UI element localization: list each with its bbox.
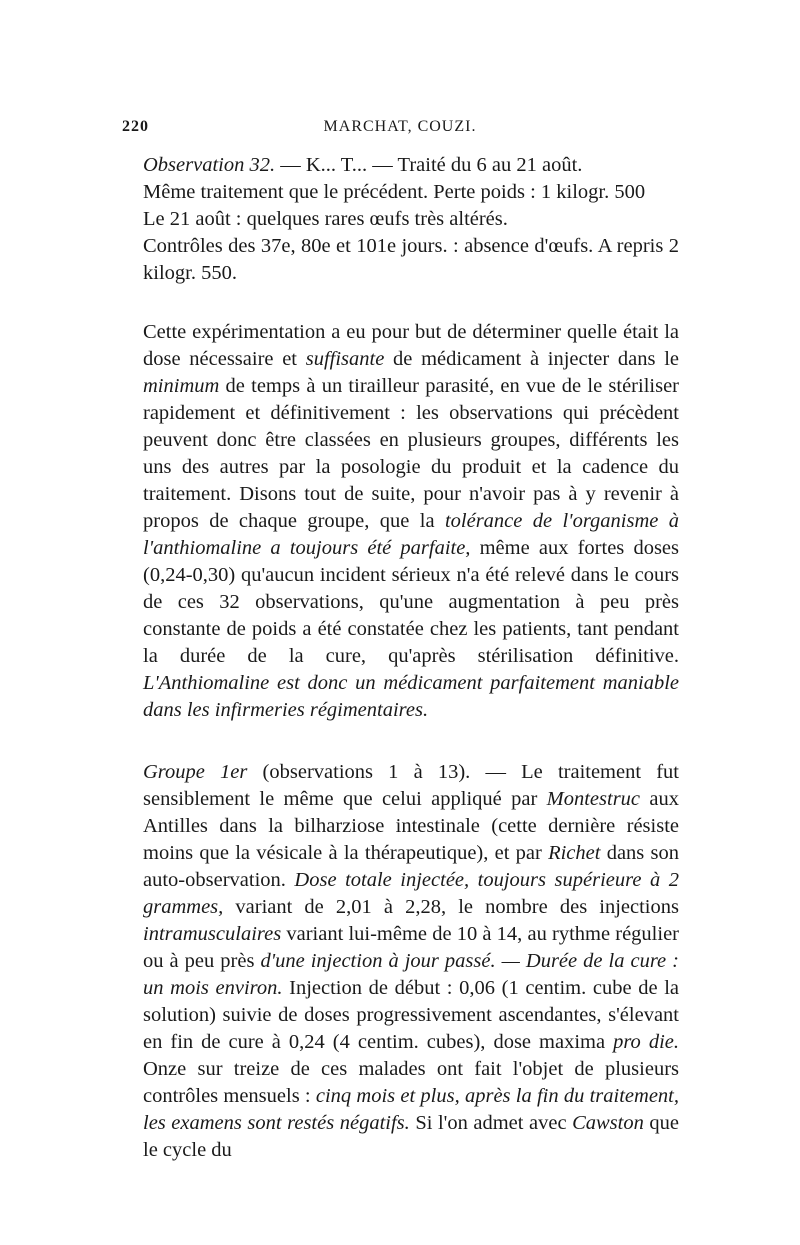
paragraph-groupe-1 <box>143 759 679 1164</box>
italic-run: cinq mois et plus, après la fin du traitement, les examens sont restés négatifs. <box>143 1085 679 1134</box>
page-number: 220 <box>122 118 149 135</box>
observation-line: Le 21 août : quelques rares œufs très altérés. <box>143 208 508 230</box>
observation-line: Même traitement que le précédent. Perte poids : 1 kilogr. 500 <box>143 181 646 203</box>
text-run: dans son auto-observation. <box>143 842 679 891</box>
text-run: variant lui-même de 10 à 14, au rythme régulier ou à peu près <box>143 923 679 972</box>
observation-title: Observation 32. <box>143 154 276 176</box>
text-run: (observations 1 à 13). — Le traitement fut sensiblement le même que celui appliqué par <box>143 761 679 810</box>
italic-run: minimum <box>143 375 220 397</box>
observation-heading-line <box>143 152 679 179</box>
text-run: de médicament à injecter dans le <box>384 348 679 370</box>
paragraph-gap <box>143 287 679 319</box>
text-run: Cette expérimentation a eu pour but de déterminer quelle était la dose nécessaire et <box>143 321 679 370</box>
italic-run: L'Anthiomaline est donc un médicament parfaitement maniable dans les infirmeries régimentaires. <box>143 672 679 721</box>
observation-subject: — K... T... — Traité du 6 au 21 août. <box>275 154 583 176</box>
italic-run: tolérance de l'organisme à l'anthiomaline a toujours été parfaite, <box>143 510 679 559</box>
italic-run: Cawston <box>572 1112 644 1134</box>
italic-run: d'une injection à jour passé. — Durée de la cure : un mois environ. <box>143 950 679 999</box>
page-header <box>122 118 678 140</box>
text-run: même aux fortes doses (0,24-0,30) qu'aucun incident sérieux n'a été relevé dans le cours de ces 32 observations, qu'une augmentation à peu près constante de poids a été constatée chez les patients, tant pendant la durée de la cure, qu'après stérilisation définitive. <box>143 537 679 667</box>
italic-run: Groupe 1er <box>143 761 248 783</box>
italic-run: pro die. <box>613 1031 679 1053</box>
paragraph-gap <box>143 724 679 759</box>
text-run: variant de 2,01 à 2,28, le nombre des injections <box>223 896 679 918</box>
paragraph-experimentation <box>143 319 679 724</box>
text-run: aux Antilles dans la bilharziose intestinale (cette dernière résiste moins que la vésicale à la thérapeutique), et par <box>143 788 679 864</box>
text-run: Si l'on admet avec <box>409 1112 573 1134</box>
italic-run: Dose totale injectée, toujours supérieure à 2 grammes, <box>143 869 680 918</box>
italic-run: suffisante <box>305 348 385 370</box>
italic-run: intramusculaires <box>143 923 282 945</box>
text-run: Onze sur treize de ces malades ont fait l'objet de plusieurs contrôles mensuels : <box>143 1058 679 1107</box>
page-body <box>143 152 679 1164</box>
text-run: Injection de début : 0,06 (1 centim. cube de la solution) suivie de doses progressivement ascendantes, s'élevant en fin de cure à 0,24 (4 centim. cubes), dose maxima <box>143 977 679 1053</box>
running-head: MARCHAT, COUZI. <box>323 118 477 135</box>
observation-line: Contrôles des 37e, 80e et 101e jours. : absence d'œufs. A repris 2 kilogr. 550. <box>143 235 679 284</box>
italic-run: Montestruc <box>546 788 641 810</box>
text-run: que le cycle du <box>143 1112 679 1161</box>
text-run: de temps à un tirailleur parasité, en vue de le stériliser rapidement et définitivement : les observations qui précèdent peuvent donc être classées en plusieurs groupes, différents les uns des autres par la posologie du produit et la cadence du traitement. Disons tout de suite, pour n'avoir pas à y revenir à propos de chaque groupe, que la <box>143 375 679 532</box>
italic-run: Richet <box>548 842 601 864</box>
